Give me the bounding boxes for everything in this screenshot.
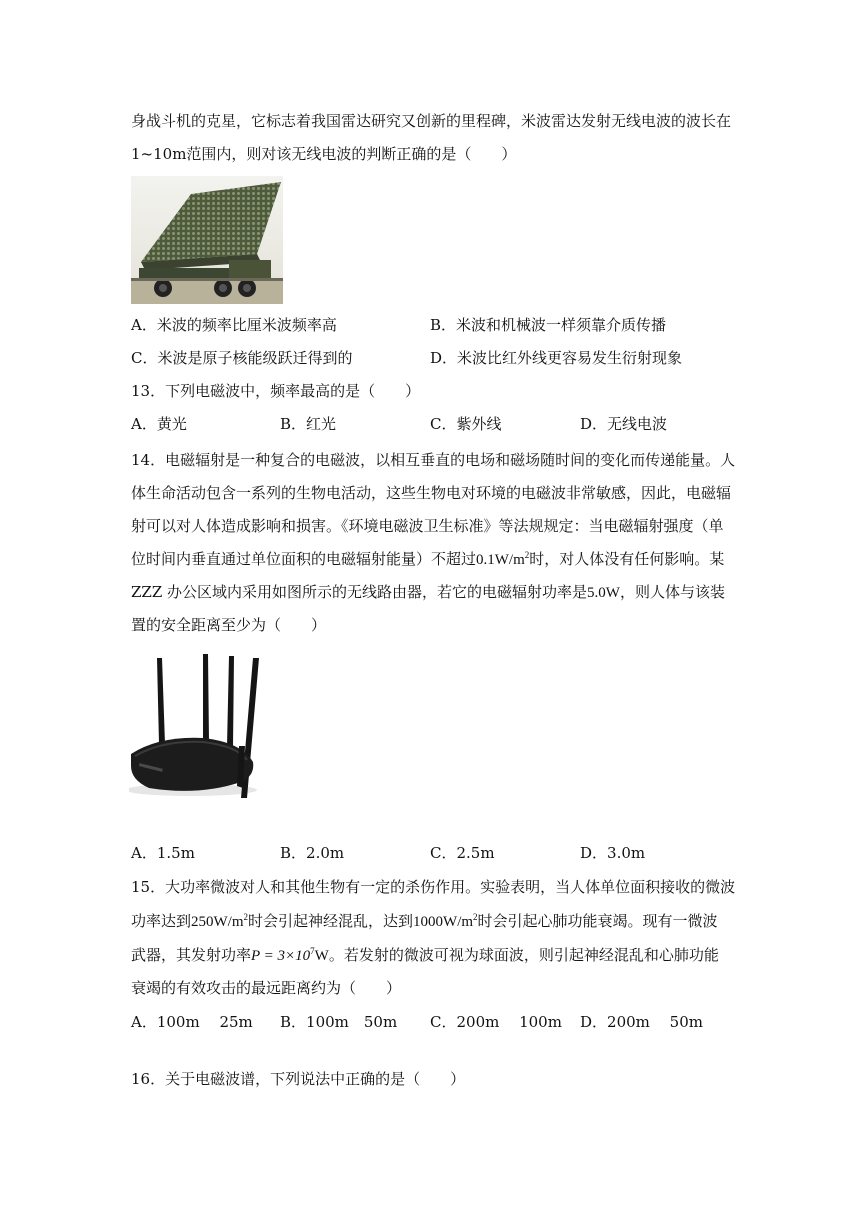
q15-line-2-mid: 时会引起神经混乱，达到 [248,912,414,930]
q15-option-d[interactable]: D．200m 50m [580,1013,703,1031]
q13-stem: 13．下列电磁波中，频率最高的是（ ） [131,382,421,400]
router-power-value: 5.0W [587,585,620,601]
q13-option-b[interactable]: B．红光 [280,415,337,433]
q15-line-2-text: 功率达到 [131,912,192,930]
q12-line-1: 身战斗机的克星，它标志着我国雷达研究又创新的里程碑，米波雷达发射无线电波的波长在 [131,112,732,130]
q14-line-5-tail: ，则人体与该装 [619,583,725,601]
q12-option-d[interactable]: D．米波比红外线更容易发生衍射现象 [430,349,683,367]
q14-option-b[interactable]: B．2.0m [280,844,345,862]
q14-option-c[interactable]: C．2.5m [430,844,495,862]
q12-option-b[interactable]: B．米波和机械波一样须靠介质传播 [430,316,667,334]
q14-line-2: 体生命活动包含一系列的生物电活动，这些生物电对环境的电磁波非常敏感，因此，电磁辐 [131,484,732,502]
power-unit: W [314,948,329,964]
q14-line-5-text: ZZZ 办公区域内采用如图所示的无线路由器，若它的电磁辐射功率是 [131,583,588,601]
q15-line-3-text: 武器，其发射功率 [131,946,252,964]
q13-option-d[interactable]: D．无线电波 [580,415,668,433]
neural-threshold-value: 250W/m [191,914,244,930]
q15-line-2 [131,910,718,933]
neural-threshold-exponent: 2 [243,912,249,922]
q15-option-b[interactable]: B．100m 50m [280,1013,398,1031]
q15-line-4: 衰竭的有效攻击的最远距离约为（ ） [131,979,402,997]
q14-option-a[interactable]: A．1.5m [131,844,195,862]
intensity-limit-exponent: 2 [524,550,530,560]
cardiac-threshold-exponent: 2 [473,912,478,922]
q14-line-5 [131,581,725,604]
q12-option-c[interactable]: C．米波是原子核能级跃迁得到的 [131,349,353,367]
q14-line-4-text: 位时间内垂直通过单位面积的电磁辐射能量）不超过 [131,550,477,568]
q14-option-d[interactable]: D．3.0m [580,844,646,862]
q14-line-4 [131,548,724,571]
q14-line-3: 射可以对人体造成影响和损害。《环境电磁波卫生标准》等法规规定：当电磁辐射强度（单 [131,517,724,535]
power-formula: P = 3×10 [251,948,311,964]
q16-stem: 16．关于电磁波谱，下列说法中正确的是（ ） [131,1070,466,1088]
q15-line-3-tail: 。若发射的微波可视为球面波，则引起神经混乱和心肺功能 [328,946,719,964]
q13-option-a[interactable]: A．黄光 [131,415,187,433]
q15-option-a[interactable]: A．100m 25m [131,1013,253,1031]
q15-option-c[interactable]: C．200m 100m [430,1013,562,1031]
wireless-router-image [129,650,263,800]
q15-line-3 [131,944,719,967]
cardiac-threshold-value: 1000W/m [413,914,474,930]
q14-line-4-tail: 时，对人体没有任何影响。某 [529,550,725,568]
intensity-limit-value: 0.1W/m [476,552,525,568]
q15-line-2-tail: 时会引起心肺功能衰竭。现有一微波 [477,912,718,930]
q12-option-a[interactable]: A．米波的频率比厘米波频率高 [131,316,337,334]
q15-line-1: 15．大功率微波对人和其他生物有一定的杀伤作用。实验表明，当人体单位面积接收的微波 [131,878,736,896]
q14-line-1: 14．电磁辐射是一种复合的电磁波，以相互垂直的电场和磁场随时间的变化而传递能量。人 [131,451,736,469]
q12-line-2: 1~10m范围内，则对该无线电波的判断正确的是（ ） [131,145,517,163]
power-exponent: 7 [310,946,315,956]
q14-line-6: 置的安全距离至少为（ ） [131,616,327,634]
q13-option-c[interactable]: C．紫外线 [430,415,502,433]
radar-antenna-image [131,176,283,304]
